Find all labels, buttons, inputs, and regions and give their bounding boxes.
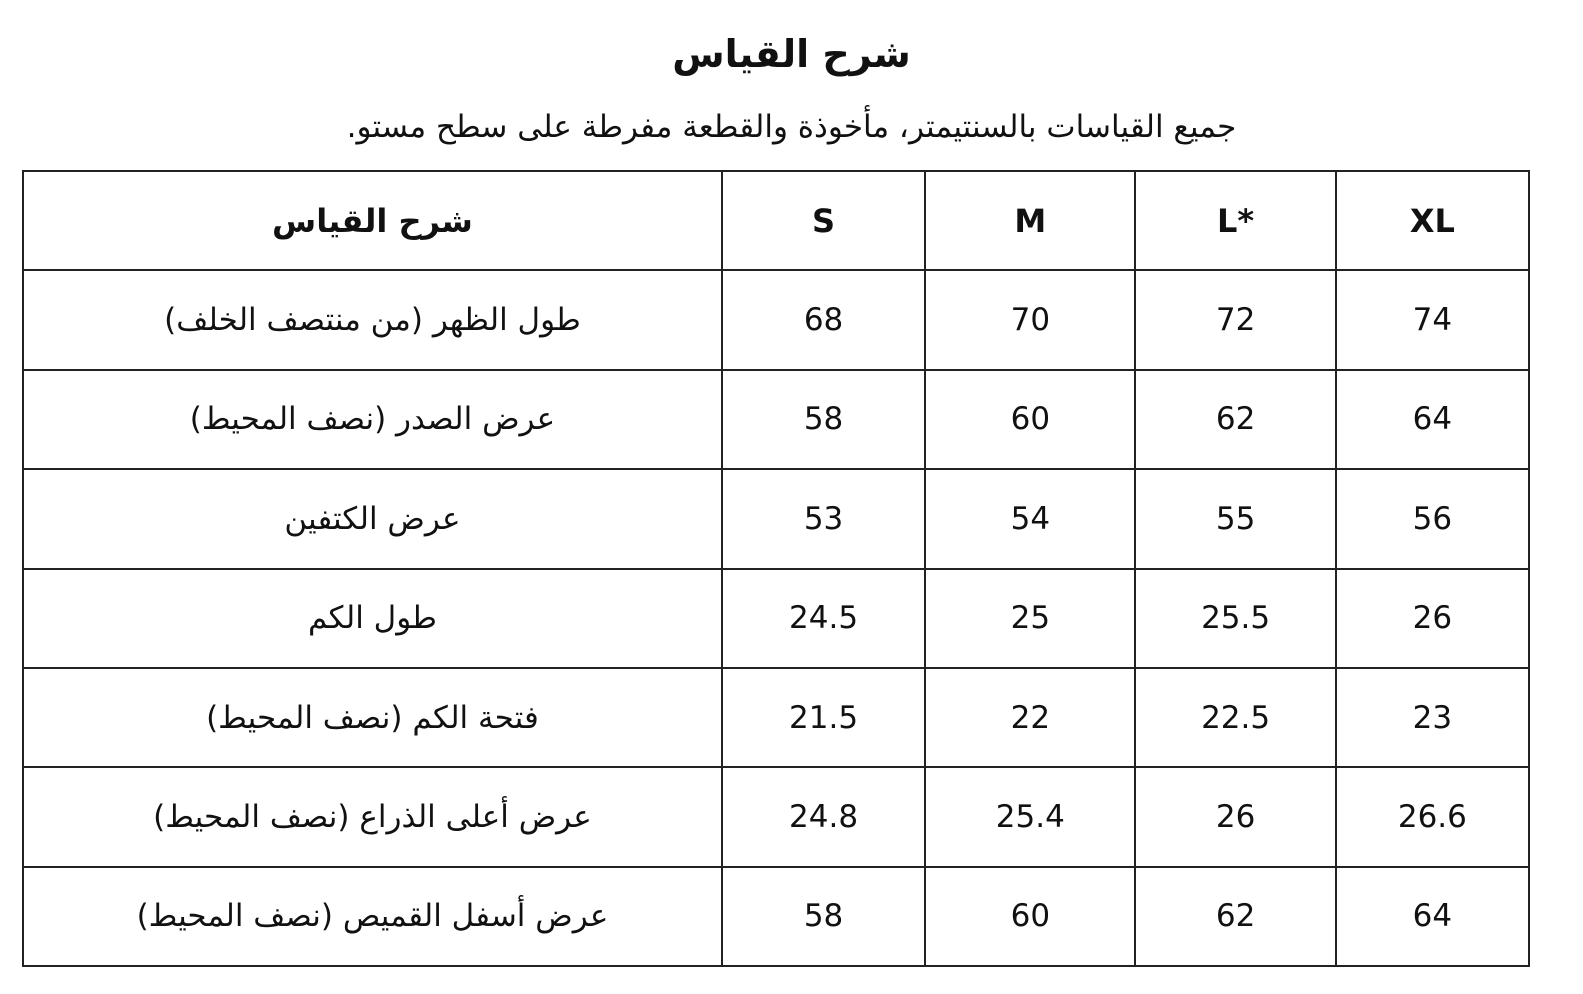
row-description: عرض الكتفين (23, 469, 722, 568)
table-row (23, 668, 1529, 767)
row-description: فتحة الكم (نصف المحيط) (23, 668, 722, 767)
page-title: شرح القياس (672, 32, 911, 76)
header-size-m: M (925, 171, 1135, 270)
table-row (23, 370, 1529, 469)
cell-size-m: 25 (925, 569, 1135, 668)
size-chart-table (22, 170, 1530, 967)
table-header-row (23, 171, 1529, 270)
cell-size-xl: 26 (1336, 569, 1529, 668)
cell-size-l: 26 (1135, 767, 1335, 866)
cell-size-m: 70 (925, 270, 1135, 369)
cell-size-l: 62 (1135, 370, 1335, 469)
cell-size-s: 24.8 (722, 767, 925, 866)
table-row (23, 867, 1529, 966)
row-description: عرض أعلى الذراع (نصف المحيط) (23, 767, 722, 866)
cell-size-m: 22 (925, 668, 1135, 767)
cell-size-l: 72 (1135, 270, 1335, 369)
cell-size-m: 60 (925, 867, 1135, 966)
header-size-s: S (722, 171, 925, 270)
header-description: شرح القياس (23, 171, 722, 270)
cell-size-s: 21.5 (722, 668, 925, 767)
cell-size-m: 25.4 (925, 767, 1135, 866)
cell-size-m: 60 (925, 370, 1135, 469)
header-size-l: L* (1135, 171, 1335, 270)
cell-size-l: 62 (1135, 867, 1335, 966)
table-row (23, 569, 1529, 668)
cell-size-xl: 23 (1336, 668, 1529, 767)
header-size-xl: XL (1336, 171, 1529, 270)
cell-size-s: 53 (722, 469, 925, 568)
cell-size-l: 22.5 (1135, 668, 1335, 767)
cell-size-xl: 74 (1336, 270, 1529, 369)
page-subtitle: جميع القياسات بالسنتيمتر، مأخوذة والقطعة مفرطة على سطح مستو. (346, 109, 1237, 145)
cell-size-s: 68 (722, 270, 925, 369)
cell-size-xl: 56 (1336, 469, 1529, 568)
cell-size-s: 24.5 (722, 569, 925, 668)
table-row (23, 270, 1529, 369)
cell-size-xl: 64 (1336, 867, 1529, 966)
cell-size-l: 55 (1135, 469, 1335, 568)
cell-size-s: 58 (722, 867, 925, 966)
cell-size-s: 58 (722, 370, 925, 469)
table-row (23, 767, 1529, 866)
cell-size-m: 54 (925, 469, 1135, 568)
table-row (23, 469, 1529, 568)
cell-size-xl: 26.6 (1336, 767, 1529, 866)
row-description: طول الظهر (من منتصف الخلف) (23, 270, 722, 369)
row-description: طول الكم (23, 569, 722, 668)
cell-size-l: 25.5 (1135, 569, 1335, 668)
cell-size-xl: 64 (1336, 370, 1529, 469)
row-description: عرض أسفل القميص (نصف المحيط) (23, 867, 722, 966)
row-description: عرض الصدر (نصف المحيط) (23, 370, 722, 469)
